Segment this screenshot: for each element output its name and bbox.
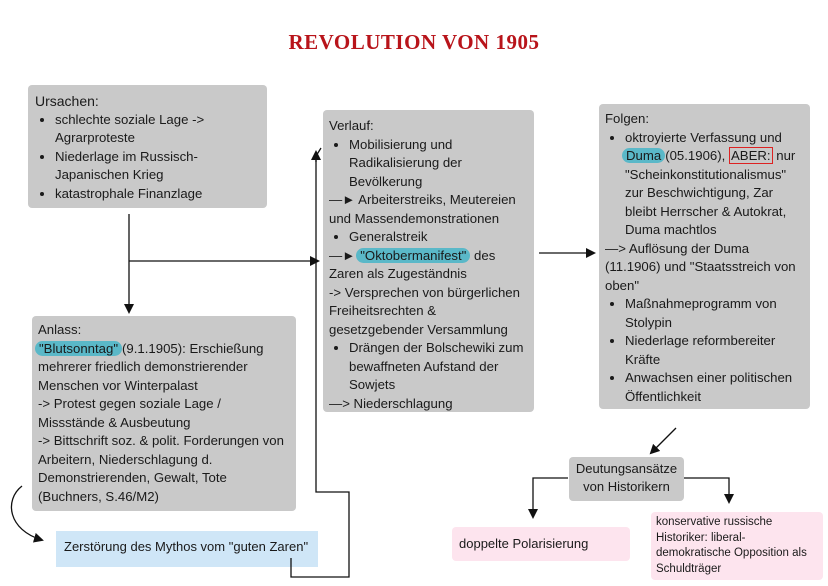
- myth-destruction-text: Zerstörung des Mythos vom "guten Zaren": [64, 539, 309, 554]
- list-item: • Niederlage reformbereiter Kräfte: [625, 332, 804, 369]
- interpretation-text: Deutungsansätze von Historikern: [575, 461, 678, 494]
- consequence-text: nur "Scheinkonstitutionalismus" zur Beschwichtigung, Zar bleibt Herrscher & Autokrat, Duma machtlos: [625, 148, 796, 237]
- list-item: • schlechte soziale Lage -> Agrarproteste: [55, 111, 260, 148]
- consequence-text: (05.1906),: [665, 148, 726, 163]
- list-item: • Generalstreik: [349, 228, 528, 247]
- trigger-line-3: -> Bittschrift soz. & polit. Forderungen von Arbeitern, Niederschlagung d. Demonstrierenden, Gewalt, Tote (Buchners, S.46/M2): [38, 433, 284, 504]
- blutsonntag-highlight: "Blutsonntag": [35, 341, 122, 356]
- course-line-a: —► Arbeiterstreiks, Meutereien und Massendemonstrationen: [329, 192, 516, 226]
- list-item: • Drängen der Bolschewiki zum bewaffneten Aufstand der Sowjets: [349, 339, 528, 395]
- course-line-c: —> Niederschlagung: [329, 395, 453, 411]
- arrow-interpretation-to-conservative: [684, 478, 729, 502]
- arrow-interpretation-to-polarization: [533, 478, 568, 517]
- list-item: • katastrophale Finanzlage: [55, 185, 260, 204]
- trigger-line-2: -> Protest gegen soziale Lage / Missstände & Ausbeutung: [38, 396, 221, 430]
- causes-heading: Ursachen:: [35, 93, 99, 109]
- arrow-trigger-to-myth: [11, 486, 42, 540]
- list-item: • Mobilisierung und Radikalisierung der Bevölkerung: [349, 136, 528, 192]
- course-heading: Verlauf:: [329, 118, 374, 133]
- oktobermanifest-highlight: "Oktobermanifest": [356, 248, 470, 263]
- duma-highlight: Duma: [622, 148, 665, 163]
- arrow-consequences-to-interpretation: [651, 428, 676, 453]
- polarization-text: doppelte Polarisierung: [459, 536, 589, 551]
- aber-marker: ABER:: [730, 148, 771, 163]
- course-text: des Zaren als Zugeständnis: [329, 247, 496, 281]
- page-title: REVOLUTION VON 1905: [288, 30, 540, 54]
- course-line-b: -> Versprechen von bürgerlichen Freiheitsrechten & gesetzgebender Versammlung: [329, 284, 520, 337]
- list-item: • Anwachsen einer politischen Öffentlichkeit: [625, 369, 804, 406]
- trigger-heading: Anlass:: [38, 322, 82, 337]
- arrow-glyph: —►: [329, 247, 356, 263]
- list-item: • Niederlage im Russisch-Japanischen Krieg: [55, 148, 260, 185]
- arrow-myth-to-course: [291, 148, 349, 577]
- consequences-line-a: —> Auflösung der Duma (11.1906) und "Staatsstreich von oben": [605, 240, 796, 293]
- trigger-text: (9.1.1905): Erschießung mehrerer friedlich demonstrierender Menschen vor Winterpalast: [38, 340, 264, 393]
- list-item: • Maßnahmeprogramm von Stolypin: [625, 295, 804, 332]
- consequence-text: oktroyierte Verfassung und: [625, 129, 782, 145]
- conservative-historians-text: konservative russische Historiker: liberal-demokratische Opposition als Schuldträger: [656, 516, 807, 575]
- consequences-heading: Folgen:: [605, 111, 649, 126]
